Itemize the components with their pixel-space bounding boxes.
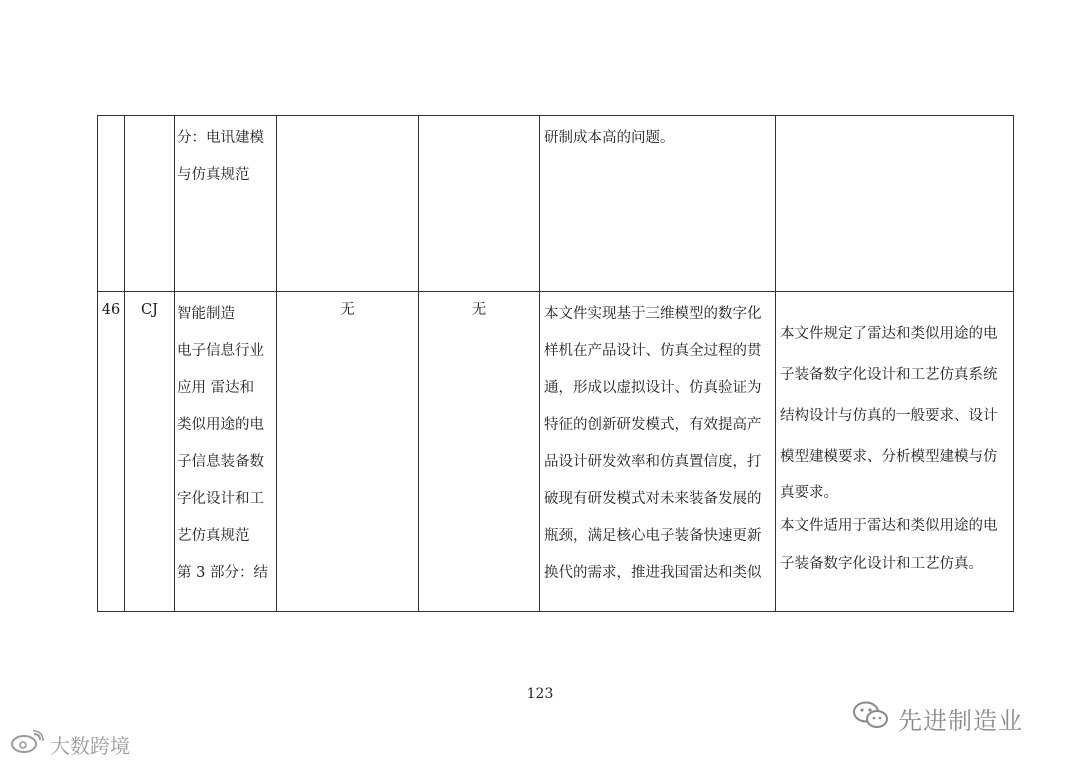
scope-cell (776, 292, 1014, 612)
watermark-right (852, 700, 1023, 736)
name-line: 电子信息行业 (177, 343, 264, 359)
table-row-46 (98, 292, 1014, 612)
name-cell (175, 116, 277, 292)
watermark-left (10, 730, 130, 759)
page-number: 123 (526, 686, 554, 702)
name-cell (175, 292, 277, 612)
purpose-line: 品设计研发效率和仿真置信度，打 (544, 454, 762, 470)
name-line: 类似用途的电 (177, 417, 264, 433)
name-line: 第 3 部分：结 (177, 565, 268, 581)
name-line: 分：电讯建模 (177, 130, 264, 146)
name-line: 智能制造 (177, 306, 235, 322)
watermark-left-text: 大数跨境 (50, 734, 130, 758)
scope-line: 子装备数字化设计和工艺仿真。 (780, 556, 983, 572)
purpose-line: 样机在产品设计、仿真全过程的贯 (544, 343, 762, 359)
name-line: 应用 雷达和 (177, 380, 255, 396)
scope-line: 本文件适用于雷达和类似用途的电 (780, 518, 998, 534)
purpose-line: 研制成本高的问题。 (544, 130, 675, 146)
scope-line: 模型建模要求、分析模型建模与仿 (780, 449, 998, 465)
col4-cell: 无 (277, 292, 419, 612)
purpose-cell (540, 292, 776, 612)
table-row-continuation (98, 116, 1014, 292)
seq-cell (98, 116, 125, 292)
scope-line: 结构设计与仿真的一般要求、设计 (780, 408, 998, 424)
weibo-icon (10, 730, 44, 759)
purpose-line: 通，形成以虚拟设计、仿真验证为 (544, 380, 762, 396)
name-line: 子信息装备数 (177, 454, 264, 470)
col4-cell (277, 116, 419, 292)
purpose-cell (540, 116, 776, 292)
name-line: 与仿真规范 (177, 167, 250, 183)
col5-cell: 无 (419, 292, 540, 612)
watermark-right-text: 先进制造业 (898, 706, 1023, 735)
purpose-line: 换代的需求，推进我国雷达和类似 (544, 565, 762, 581)
scope-line: 子装备数字化设计和工艺仿真系统 (780, 367, 998, 383)
purpose-line: 特征的创新研发模式，有效提高产 (544, 417, 762, 433)
name-line: 字化设计和工 (177, 491, 264, 507)
scope-cell (776, 116, 1014, 292)
scope-line: 真要求。 (780, 485, 838, 501)
wechat-icon (852, 700, 890, 736)
purpose-line: 破现有研发模式对未来装备发展的 (544, 491, 762, 507)
seq-cell: 46 (98, 292, 125, 612)
code-cell: CJ (125, 292, 175, 612)
purpose-line: 本文件实现基于三维模型的数字化 (544, 306, 762, 322)
scope-line: 本文件规定了雷达和类似用途的电 (780, 326, 998, 342)
name-line: 艺仿真规范 (177, 528, 250, 544)
col5-cell (419, 116, 540, 292)
code-cell (125, 116, 175, 292)
purpose-line: 瓶颈，满足核心电子装备快速更新 (544, 528, 762, 544)
standards-table (97, 115, 1014, 612)
